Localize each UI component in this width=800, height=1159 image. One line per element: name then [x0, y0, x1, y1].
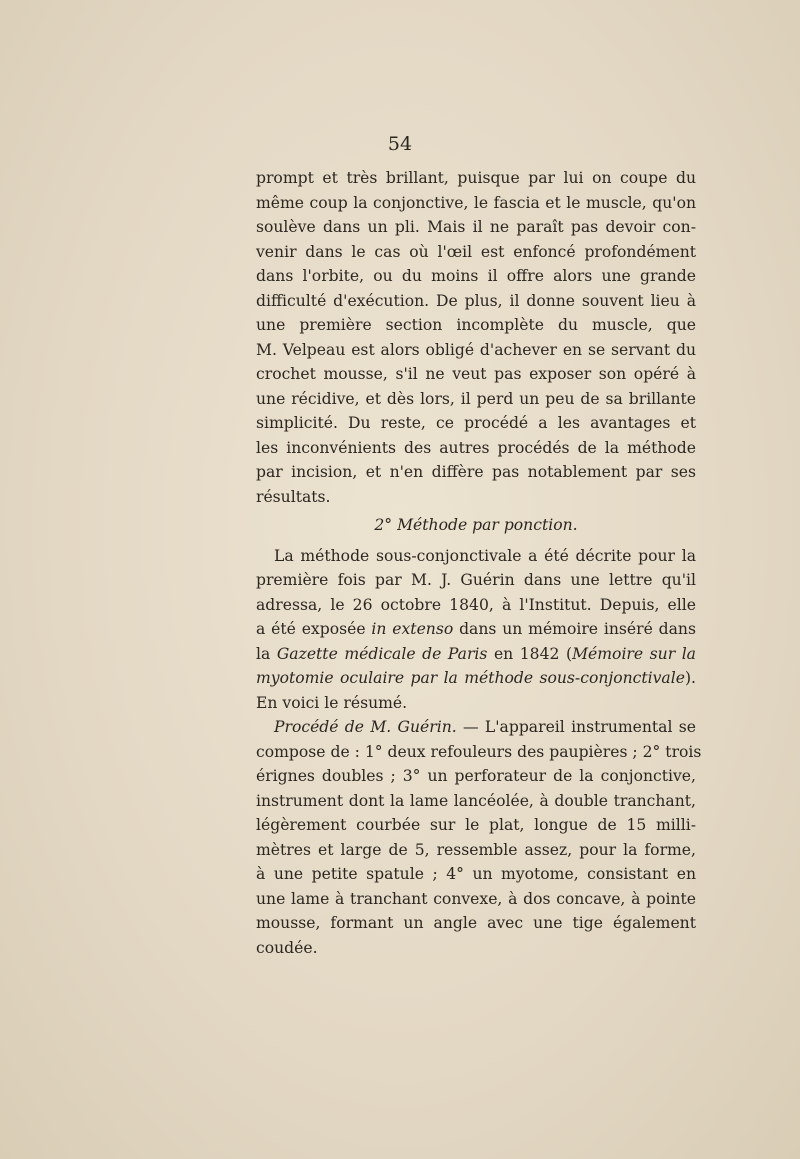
- text-line: prompt et très brillant, puisque par lui on coupe du: [256, 169, 696, 187]
- page-number: 54: [387, 133, 413, 155]
- text-line: à une petite spatule ; 4° un myotome, consistant en: [256, 865, 696, 883]
- text-line: mètres et large de 5, ressemble assez, pour la forme,: [256, 840, 696, 859]
- text-line: simplicité. Du reste, ce procédé a les avantages et: [256, 414, 696, 432]
- text-run: en 1842 (: [493, 644, 573, 663]
- text-line: légèrement courbée sur le plat, longue de 15 milli-: [256, 816, 696, 834]
- text-line: instrument dont la lame lancéolée, à double tranchant,: [256, 791, 696, 810]
- text-line: difficulté d'exécution. De plus, il donne souvent lieu à: [256, 291, 696, 310]
- text-run: la: [256, 644, 271, 663]
- text-line: En voici le résumé.: [256, 693, 408, 712]
- text-line: La méthode sous-conjonctivale a été décrite pour la: [274, 546, 696, 565]
- text-line: dans l'orbite, ou du moins il offre alors une grande: [256, 267, 696, 285]
- paragraph-2: [256, 544, 696, 716]
- journal-title: Gazette médicale de Paris: [276, 644, 488, 663]
- text-line: résultats.: [256, 487, 331, 506]
- text-line: venir dans le cas où l'œil est enfoncé profondément: [256, 242, 696, 261]
- memoir-title: Mémoire sur la: [572, 644, 696, 663]
- section-heading: 2° Méthode par ponction.: [374, 516, 578, 534]
- text-run: — L'appareil instrumental se: [456, 718, 696, 736]
- text-run: a été exposée: [256, 620, 366, 638]
- paragraph-3: [256, 715, 702, 960]
- memoir-title-cont: myotomie oculaire par la méthode sous-conjonctivale: [256, 669, 685, 687]
- text-line: compose de : 1° deux refouleurs des paupières ; 2° trois: [256, 742, 702, 761]
- text-line: [256, 617, 696, 642]
- page-text: [256, 166, 702, 960]
- procedure-label: Procédé de M. Guérin.: [274, 718, 457, 736]
- paragraph-1: [256, 166, 696, 509]
- text-line: [256, 666, 696, 691]
- latin-phrase: in extenso: [371, 620, 454, 638]
- text-line: par incision, et n'en diffère pas notablement par ses: [256, 463, 696, 481]
- text-line: les inconvénients des autres procédés de la méthode: [256, 438, 696, 457]
- text-line: adressa, le 26 octobre 1840, à l'Institut. Depuis, elle: [256, 595, 696, 614]
- text-line: une récidive, et dès lors, il perd un peu de sa brillante: [256, 389, 696, 408]
- text-line: première fois par M. J. Guérin dans une lettre qu'il: [256, 571, 696, 589]
- text-line: une première section incomplète du muscle, que: [256, 316, 696, 334]
- text-line: [256, 715, 696, 740]
- text-line: M. Velpeau est alors obligé d'achever en se servant du: [256, 340, 696, 359]
- text-line: érignes doubles ; 3° un perforateur de la conjonctive,: [256, 767, 696, 785]
- text-line: une lame à tranchant convexe, à dos concave, à pointe: [256, 889, 696, 908]
- text-line: même coup la conjonctive, le fascia et le muscle, qu'on: [256, 193, 696, 212]
- text-run: ).: [684, 669, 696, 687]
- text-line: crochet mousse, s'il ne veut pas exposer son opéré à: [256, 365, 696, 383]
- text-line: soulève dans un pli. Mais il ne paraît pas devoir con-: [256, 218, 696, 236]
- text-line: mousse, formant un angle avec une tige également: [256, 914, 696, 932]
- text-line: [256, 642, 696, 667]
- text-run: dans un mémoire inséré dans: [459, 620, 696, 638]
- text-line: coudée.: [256, 938, 318, 957]
